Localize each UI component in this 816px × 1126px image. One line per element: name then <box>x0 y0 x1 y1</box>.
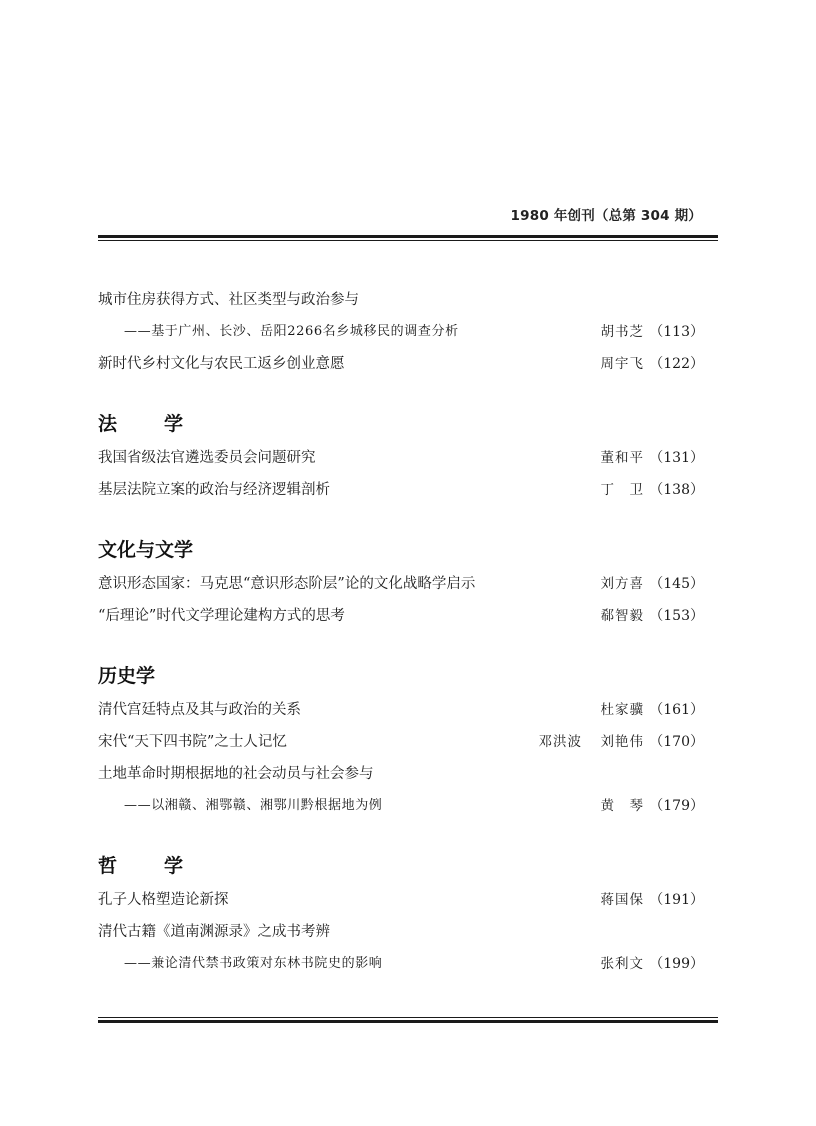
entry-subtitle: ——以湘赣、湘鄂赣、湘鄂川黔根据地为例 <box>124 798 383 813</box>
entry-title: 清代宫廷特点及其与政治的关系 <box>98 702 301 718</box>
entry-author: 周宇飞 <box>600 356 644 372</box>
entry-title: 孔子人格塑造论新探 <box>98 892 229 908</box>
entry-title: 土地革命时期根据地的社会动员与社会参与 <box>98 766 374 782</box>
toc-entry[interactable] <box>98 316 704 348</box>
entry-page: （199） <box>649 956 704 972</box>
entry-page: （170） <box>649 734 704 750</box>
entry-title: 宋代“天下四书院”之士人记忆 <box>98 734 287 750</box>
entry-title: 城市住房获得方式、社区类型与政治参与 <box>98 292 359 308</box>
entry-page: （191） <box>649 892 704 908</box>
entry-coauthor: 邓洪波 <box>538 734 582 750</box>
toc-entry[interactable] <box>98 758 704 790</box>
section-heading: 文化与文学 <box>98 539 194 561</box>
entry-page: （113） <box>649 324 704 340</box>
section-law <box>98 410 704 506</box>
toc-entry[interactable] <box>98 442 704 474</box>
entry-author: 张利文 <box>600 956 644 972</box>
toc-entry[interactable] <box>98 348 704 380</box>
toc-entry[interactable] <box>98 474 704 506</box>
entry-title: “后理论”时代文学理论建构方式的思考 <box>98 608 345 624</box>
entry-page: （153） <box>649 608 704 624</box>
top-double-rule <box>98 235 718 241</box>
entry-page: （138） <box>649 482 704 498</box>
entry-title: 清代古籍《道南渊源录》之成书考辨 <box>98 924 330 940</box>
section-history <box>98 662 704 822</box>
entry-page: （122） <box>649 356 704 372</box>
toc-entry[interactable] <box>98 600 704 632</box>
toc-entry[interactable] <box>98 884 704 916</box>
entry-title: 意识形态国家：马克思“意识形态阶层”论的文化战略学启示 <box>98 576 476 592</box>
section-heading: 法 学 <box>98 413 198 435</box>
entry-author: 胡书芝 <box>600 324 644 340</box>
entry-page: （145） <box>649 576 704 592</box>
toc-entry[interactable] <box>98 948 704 980</box>
toc-entry[interactable] <box>98 694 704 726</box>
entry-subtitle: ——兼论清代禁书政策对东林书院史的影响 <box>124 956 383 971</box>
entry-page: （131） <box>649 450 704 466</box>
entry-author: 黄 琴 <box>600 798 644 814</box>
section-heading: 哲 学 <box>98 855 198 877</box>
entry-author: 董和平 <box>600 450 644 466</box>
entry-page: （179） <box>649 798 704 814</box>
toc-entry[interactable] <box>98 284 704 316</box>
section-philosophy <box>98 852 704 980</box>
entry-subtitle: ——基于广州、长沙、岳阳2266名乡城移民的调查分析 <box>124 324 459 339</box>
entry-title: 我国省级法官遴选委员会问题研究 <box>98 450 316 466</box>
section-culture-literature <box>98 536 704 632</box>
entry-author: 杜家骥 <box>600 702 644 718</box>
toc-entry[interactable] <box>98 916 704 948</box>
section-sociology <box>98 284 704 380</box>
bottom-double-rule <box>98 1015 718 1023</box>
entry-author: 蒋国保 <box>600 892 644 908</box>
table-of-contents <box>98 284 704 980</box>
entry-title: 新时代乡村文化与农民工返乡创业意愿 <box>98 356 345 372</box>
entry-author: 郗智毅 <box>600 608 644 624</box>
toc-entry[interactable] <box>98 568 704 600</box>
entry-author: 丁 卫 <box>600 482 644 498</box>
entry-author: 刘艳伟 <box>600 734 644 750</box>
toc-entry[interactable] <box>98 790 704 822</box>
toc-entry[interactable] <box>98 726 704 758</box>
entry-page: （161） <box>649 702 704 718</box>
entry-author: 刘方喜 <box>600 576 644 592</box>
section-heading: 历史学 <box>98 665 156 687</box>
journal-founded-line: 1980 年创刊（总第 304 期） <box>510 208 702 224</box>
entry-title: 基层法院立案的政治与经济逻辑剖析 <box>98 482 330 498</box>
